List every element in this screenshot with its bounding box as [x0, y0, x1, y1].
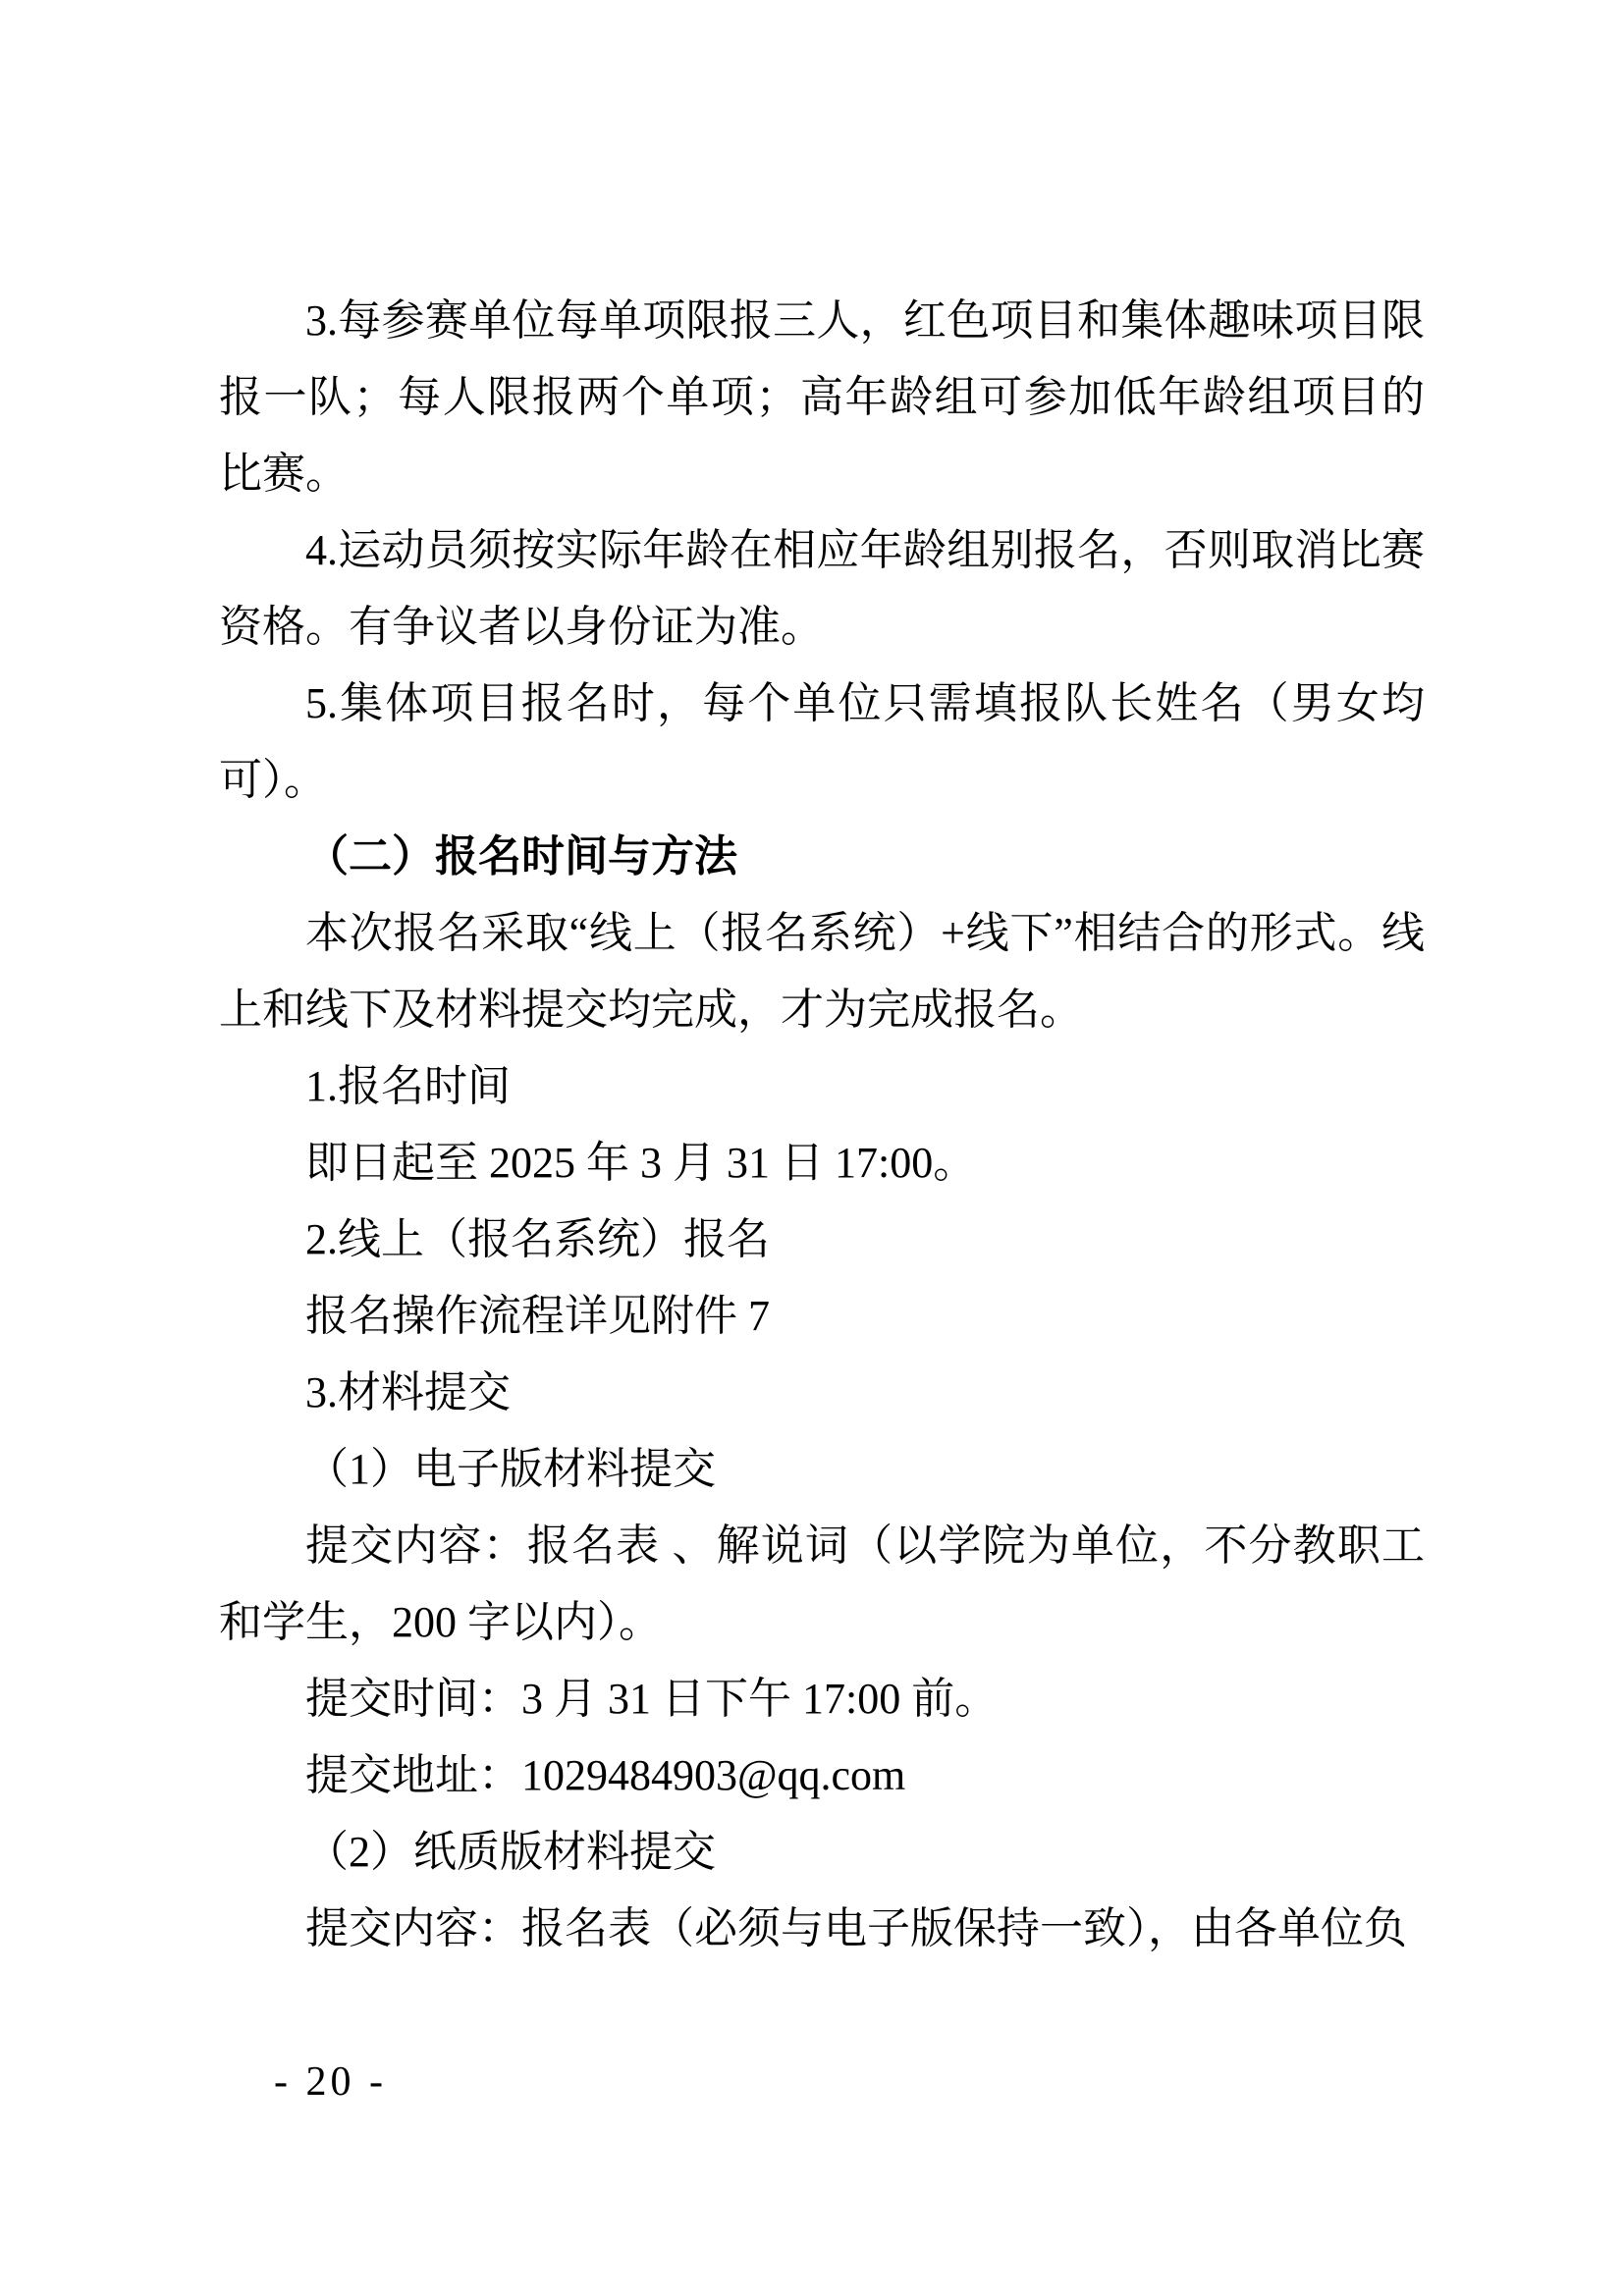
para-item-3-material-submission: 3.材料提交: [305, 1368, 511, 1416]
para-rule-3-entry-limits: 3.每参赛单位每单项限报三人，红色项目和集体趣味项目限报一队；每人限报两个单项；高年龄组可参加低年龄组项目的比赛。: [219, 296, 1425, 498]
para-registration-deadline: 即日起至 2025 年 3 月 31 日 17:00。: [305, 1139, 977, 1187]
para-paper-materials-content: 提交内容：报名表（必须与电子版保持一致），由各单位负: [305, 1904, 1407, 1952]
para-paper-materials-title: （2）纸质版材料提交: [305, 1828, 716, 1876]
para-rule-5-team-events: 5.集体项目报名时，每个单位只需填报队长姓名（男女均可）。: [219, 679, 1425, 804]
para-electronic-materials-content: 提交内容：报名表 、解说词（以学院为单位，不分教职工和学生，200 字以内）。: [219, 1522, 1425, 1646]
para-electronic-materials-address: 提交地址：1029484903@qq.com: [305, 1751, 906, 1799]
para-item-2-online-registration: 2.线上（报名系统）报名: [305, 1215, 770, 1263]
section-heading-registration-time-method: （二）报名时间与方法: [305, 832, 737, 881]
page-number: - 20 -: [274, 2059, 387, 2105]
para-online-guide-attachment: 报名操作流程详见附件 7: [305, 1292, 770, 1340]
para-item-1-registration-time: 1.报名时间: [305, 1062, 511, 1110]
para-registration-overview: 本次报名采取“线上（报名系统）+线下”相结合的形式。线上和线下及材料提交均完成，才为完成报名。: [219, 909, 1425, 1034]
para-electronic-materials-title: （1）电子版材料提交: [305, 1445, 716, 1493]
para-rule-4-age-group: 4.运动员须按实际年龄在相应年龄组别报名，否则取消比赛资格。有争议者以身份证为准。: [219, 526, 1425, 651]
para-electronic-materials-time: 提交时间：3 月 31 日下午 17:00 前。: [305, 1675, 999, 1723]
